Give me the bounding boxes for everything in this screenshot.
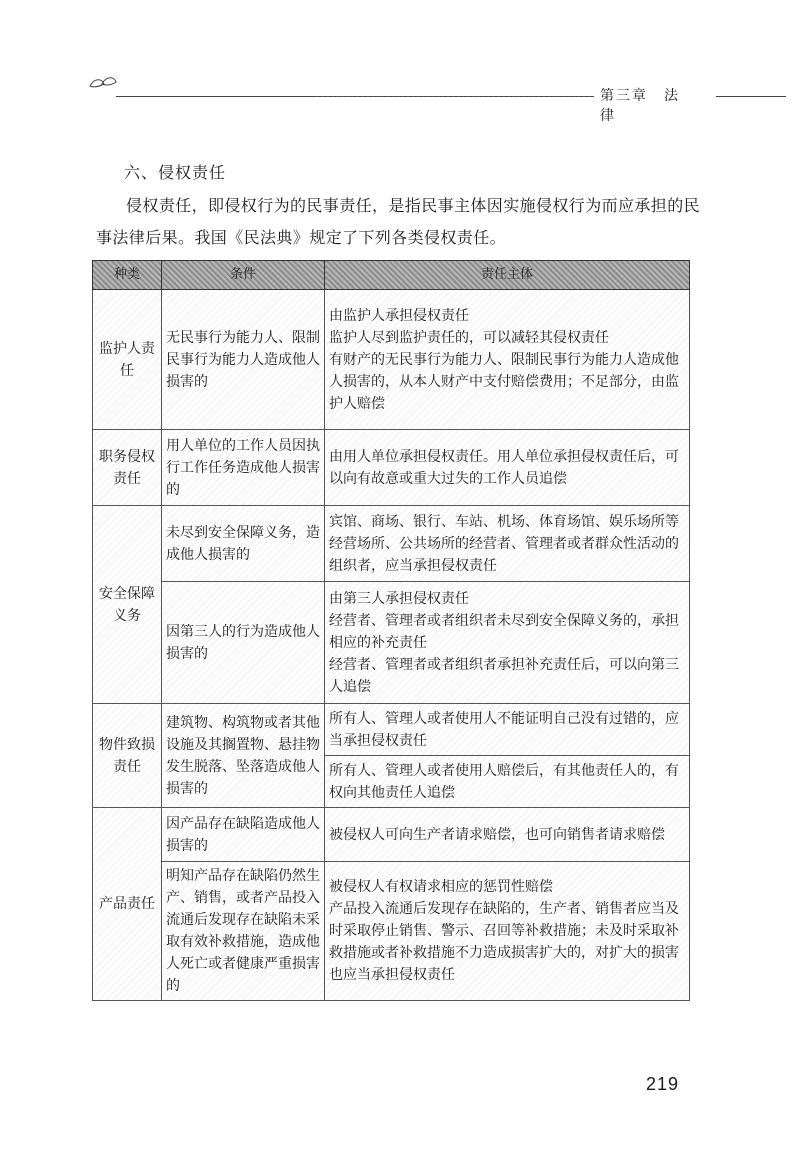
running-header [86, 74, 696, 124]
kind-cell: 产品责任 [93, 808, 162, 1001]
responsibility-cell [325, 290, 690, 430]
table-header-row [93, 261, 690, 290]
responsibility-cell [325, 582, 690, 704]
condition-cell: 因产品存在缺陷造成他人损害的 [162, 808, 325, 862]
responsibility-line: 有财产的无民事行为能力人、限制民事行为能力人造成他人损害的，从本人财产中支付赔偿费用；不足部分，由监护人赔偿 [329, 351, 679, 412]
responsibility-line: 被侵权人有权请求相应的惩罚性赔偿 [329, 879, 553, 895]
kind-cell: 安全保障义务 [93, 506, 162, 704]
condition-cell: 未尽到安全保障义务，造成他人损害的 [162, 506, 325, 582]
table-row [93, 290, 690, 430]
page-number: 219 [646, 1074, 680, 1094]
header-rule-left [116, 96, 656, 97]
leaf-ornament-icon [86, 74, 126, 92]
condition-cell: 无民事行为能力人、限制民事行为能力人造成他人损害的 [162, 290, 325, 430]
responsibility-cell [325, 756, 690, 808]
intro-paragraph: 侵权责任，即侵权行为的民事责任，是指民事主体因实施侵权行为而应承担的民事法律后果。我国《民法典》规定了下列各类侵权责任。 [96, 196, 701, 247]
kind-cell: 职务侵权责任 [93, 430, 162, 506]
responsibility-cell [325, 862, 690, 1001]
table-row [93, 506, 690, 582]
table-row [93, 862, 690, 1001]
section-title: 六、侵权责任 [124, 163, 227, 182]
responsibility-line: 被侵权人可向生产者请求赔偿，也可向销售者请求赔偿 [329, 826, 665, 843]
kind-cell: 监护人责任 [93, 290, 162, 430]
table-row [93, 430, 690, 506]
responsibility-cell [325, 430, 690, 506]
responsibility-line: 由监护人承担侵权责任 [329, 307, 469, 324]
responsibility-line: 经营者、管理者或者组织者未尽到安全保障义务的，承担相应的补充责任 [329, 612, 679, 651]
header-responsible-party: 责任主体 [325, 261, 690, 290]
table-row [93, 808, 690, 862]
responsibility-line: 监护人尽到监护责任的，可以减轻其侵权责任 [329, 329, 609, 346]
responsibility-line: 宾馆、商场、银行、车站、机场、体育场馆、娱乐场所等经营场所、公共场所的经营者、管理者或者群众性活动的组织者，应当承担侵权责任 [329, 513, 679, 574]
header-condition: 条件 [162, 261, 325, 290]
responsibility-line: 所有人、管理人或者使用人不能证明自己没有过错的，应当承担侵权责任 [329, 710, 679, 749]
responsibility-line: 产品投入流通后发现存在缺陷的，生产者、销售者应当及时采取停止销售、警示、召回等补救措施；未及时采取补救措施或者补救措施不力造成损害扩大的，对扩大的损害也应当承担侵权责任 [329, 901, 679, 983]
responsibility-line: 经营者、管理者或者组织者承担补充责任后，可以向第三人追偿 [329, 656, 679, 695]
responsibility-cell [325, 506, 690, 582]
responsibility-line: 所有人、管理人或者使用人赔偿后，有其他责任人的，有权向其他责任人追偿 [329, 762, 679, 801]
tort-liability-table [92, 260, 690, 1001]
condition-cell: 明知产品存在缺陷仍然生产、销售，或者产品投入流通后发现存在缺陷未采取有效补救措施，造成他人死亡或者健康严重损害的 [162, 862, 325, 1001]
header-kind: 种类 [93, 261, 162, 290]
responsibility-line: 由第三人承担侵权责任 [329, 590, 469, 607]
kind-cell: 物件致损责任 [93, 704, 162, 808]
condition-cell: 建筑物、构筑物或者其他设施及其搁置物、悬挂物发生脱落、坠落造成他人损害的 [162, 704, 325, 808]
table-row [93, 704, 690, 756]
responsibility-cell [325, 704, 690, 756]
condition-cell: 用人单位的工作人员因执行工作任务造成他人损害的 [162, 430, 325, 506]
responsibility-cell [325, 808, 690, 862]
responsibility-line: 由用人单位承担侵权责任。用人单位承担侵权责任后，可以向有故意或重大过失的工作人员追偿 [329, 448, 679, 487]
table-row [93, 582, 690, 704]
chapter-title: 第三章 法律 [594, 85, 696, 125]
condition-cell: 因第三人的行为造成他人损害的 [162, 582, 325, 704]
header-rule-right [716, 96, 786, 97]
